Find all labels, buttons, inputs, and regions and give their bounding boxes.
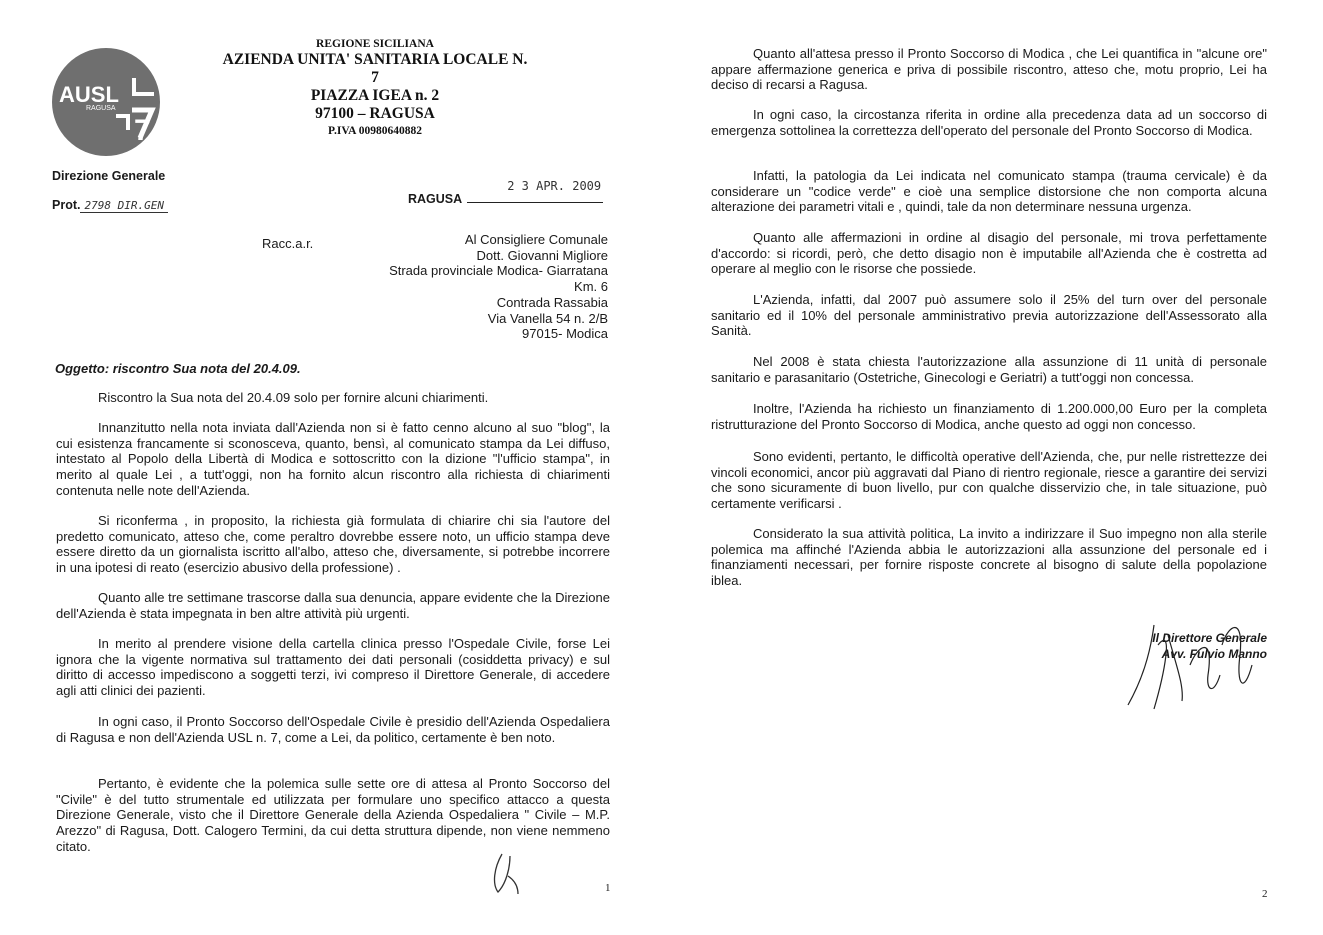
recipient-line: 97015- Modica [522,326,608,342]
paragraph: Considerato la sua attività politica, La invito a indirizzare il Suo impegno non alla sterile polemica ma affinché l'Azienda abbia le autorizzazioni alla assunzione del personale ed i finanziamenti necessari, per fornire risposte concrete al bisogno di salute della popolazione iblea. [711,526,1267,589]
paragraph: Riscontro la Sua nota del 20.4.09 solo per fornire alcuni chiarimenti. [98,390,489,405]
paragraph: Quanto all'attesa presso il Pronto Soccorso di Modica , che Lei quantifica in "alcune ore" appare affermazione generica e priva di possibile riscontro, atteso che, motu proprio, Lei ha deciso di recarsi a Ragusa. [711,46,1267,93]
page-number: 2 [1262,888,1268,900]
recipient-line: Via Vanella 54 n. 2/B [487,310,608,326]
protocol-label: Prot. [52,198,81,212]
paragraph: L'Azienda, infatti, dal 2007 può assumere solo il 25% del turn over del personale sanitario ed il 10% del personale amministrativo previa autorizzazione dell'Assessorato alla Sanità. [711,292,1267,339]
handwritten-signature [1124,605,1274,715]
letterhead [220,38,530,139]
logo-city: RAGUSA [86,105,116,112]
date-underline [467,179,603,203]
agency-city: 97100 – RAGUSA [315,105,435,122]
paragraph: In ogni caso, il Pronto Soccorso dell'Ospedale Civile è presidio dell'Azienda Ospedaliera di Ragusa e non dell'Azienda USL n. 7, come a Lei, da politico, certamente è ben noto. [56,714,610,745]
date-place: RAGUSA [408,192,462,206]
paragraph: Quanto alle affermazioni in ordine al disagio del personale, mi trova perfettamente d'accordo: si ricordi, però, che detto disagio non è imputabile all'Azienda che è costretta ad operare al meglio con le risorse che possiede. [711,230,1267,277]
subject-line: Oggetto: riscontro Sua nota del 20.4.09. [55,361,301,376]
letter-page-2 [662,0,1323,935]
agency-street: PIAZZA IGEA n. 2 [310,87,440,104]
paragraph: Si riconferma , in proposito, la richiesta già formulata di chiarire chi sia l'autore del predetto comunicato, atteso che, come peraltro dovrebbe essere noto, un ufficio stampa deve essere diretto da un giornalista iscritto all'albo, atteso che, diversamente, si potrebbe incorrere in una ipotesi di reato (esercizio abusivo della professione) . [56,513,610,576]
logo-number: 7 [134,114,151,147]
signature-name: Avv. Fulvio Manno [1161,647,1267,661]
recipient-line: Al Consigliere Comunale [464,232,608,247]
protocol-line [52,198,168,212]
logo-text: AUSL [59,82,119,107]
paragraph: Innanzitutto nella nota inviata dall'Azienda non si è fatto cenno alcuno al suo "blog", la cui esistenza francamente si sconosceva, quanto, bensì, al comunicato stampa da Lei diffuso, intestato al Popolo della Libertà di Modica e sottoscritto con la dizione "l'ufficio stampa", in merito al quale Lei , a tutt'oggi, non ha fornito alcun riscontro alla richiesta di chiarimenti contenuta nelle note dell'Azienda. [56,420,610,498]
region-name: REGIONE SICILIANA [316,38,434,50]
page-number: 1 [605,882,611,894]
paragraph: In merito al prendere visione della cartella clinica presso l'Ospedale Civile, forse Lei ignora che la vigente normativa sul trattamento dei dati personali (cosiddetta privacy) e sul diritto di accesso impediscono a soggetti terzi, ivi compreso il Direttore Generale, di accedere agli atti clinici dei pazienti. [56,636,610,699]
recipient-line: Km. 6 [574,279,608,295]
department-label: Direzione Generale [52,169,166,183]
paragraph: Inoltre, l'Azienda ha richiesto un finanziamento di 1.200.000,00 Euro per la completa ristrutturazione del Pronto Soccorso di Modica, anche questo ad oggi non concesso. [711,401,1267,432]
recipient-line: Strada provinciale Modica- Giarratana [389,263,608,279]
protocol-number: 2798 DIR.GEN [80,199,167,213]
date-stamp: 2 3 APR. 2009 [507,179,602,193]
agency-name: AZIENDA UNITA' SANITARIA LOCALE N. 7 [222,51,528,86]
paragraph: Sono evidenti, pertanto, le difficoltà operative dell'Azienda, che, pur nelle ristrettezze dei vincoli economici, ancor più aggravati dal Piano di rientro regionale, riesce a garantire dei servizi che sono sicuramente di buon livello, pur con qualche disservizio che, in tale situazione, può certamente verificarsi . [711,449,1267,512]
paragraph: Nel 2008 è stata chiesta l'autorizzazione alla assunzione di 11 unità di personale sanitario e parasanitario (Ostetriche, Ginecologi e Geriatri) a tutt'oggi non concessa. [711,354,1267,385]
initials-mark [488,846,528,898]
recipient-line: Dott. Giovanni Migliore [476,247,608,263]
recipient-address [360,232,608,342]
agency-vat: P.IVA 00980640882 [328,125,422,137]
delivery-method: Racc.a.r. [262,236,314,251]
paragraph: Infatti, la patologia da Lei indicata nel comunicato stampa (trauma cervicale) è da considerare un "codice verde" e cioè una semplice distorsione che non comporta alcuna alterazione dei parametri vitali e , quindi, tale da non determinare nessuna urgenza. [711,168,1267,215]
paragraph: In ogni caso, la circostanza riferita in ordine alla precedenza data ad un soccorso di emergenza sottolinea la correttezza dell'operato del personale del Pronto Soccorso di Modica. [711,107,1267,138]
paragraph: Quanto alle tre settimane trascorse dalla sua denuncia, appare evidente che la Direzione dell'Azienda è stata impegnata in ben altre attività più urgenti. [56,590,610,621]
signature-title: Il Direttore Generale [1152,631,1267,645]
recipient-line: Contrada Rassabia [496,294,608,310]
date-line [408,179,603,206]
ausl-logo [52,48,160,156]
paragraph: Pertanto, è evidente che la polemica sulle sette ore di attesa al Pronto Soccorso del "Civile" è del tutto strumentale ed utilizzata per formulare uno specifico attacco a questa Direzione Generale, visto che il Direttore Generale della Azienda Ospedaliera " Civile – M.P. Arezzo" di Ragusa, Dott. Calogero Termini, da cui detta struttura dipende, non viene nemmeno citato. [56,776,610,854]
